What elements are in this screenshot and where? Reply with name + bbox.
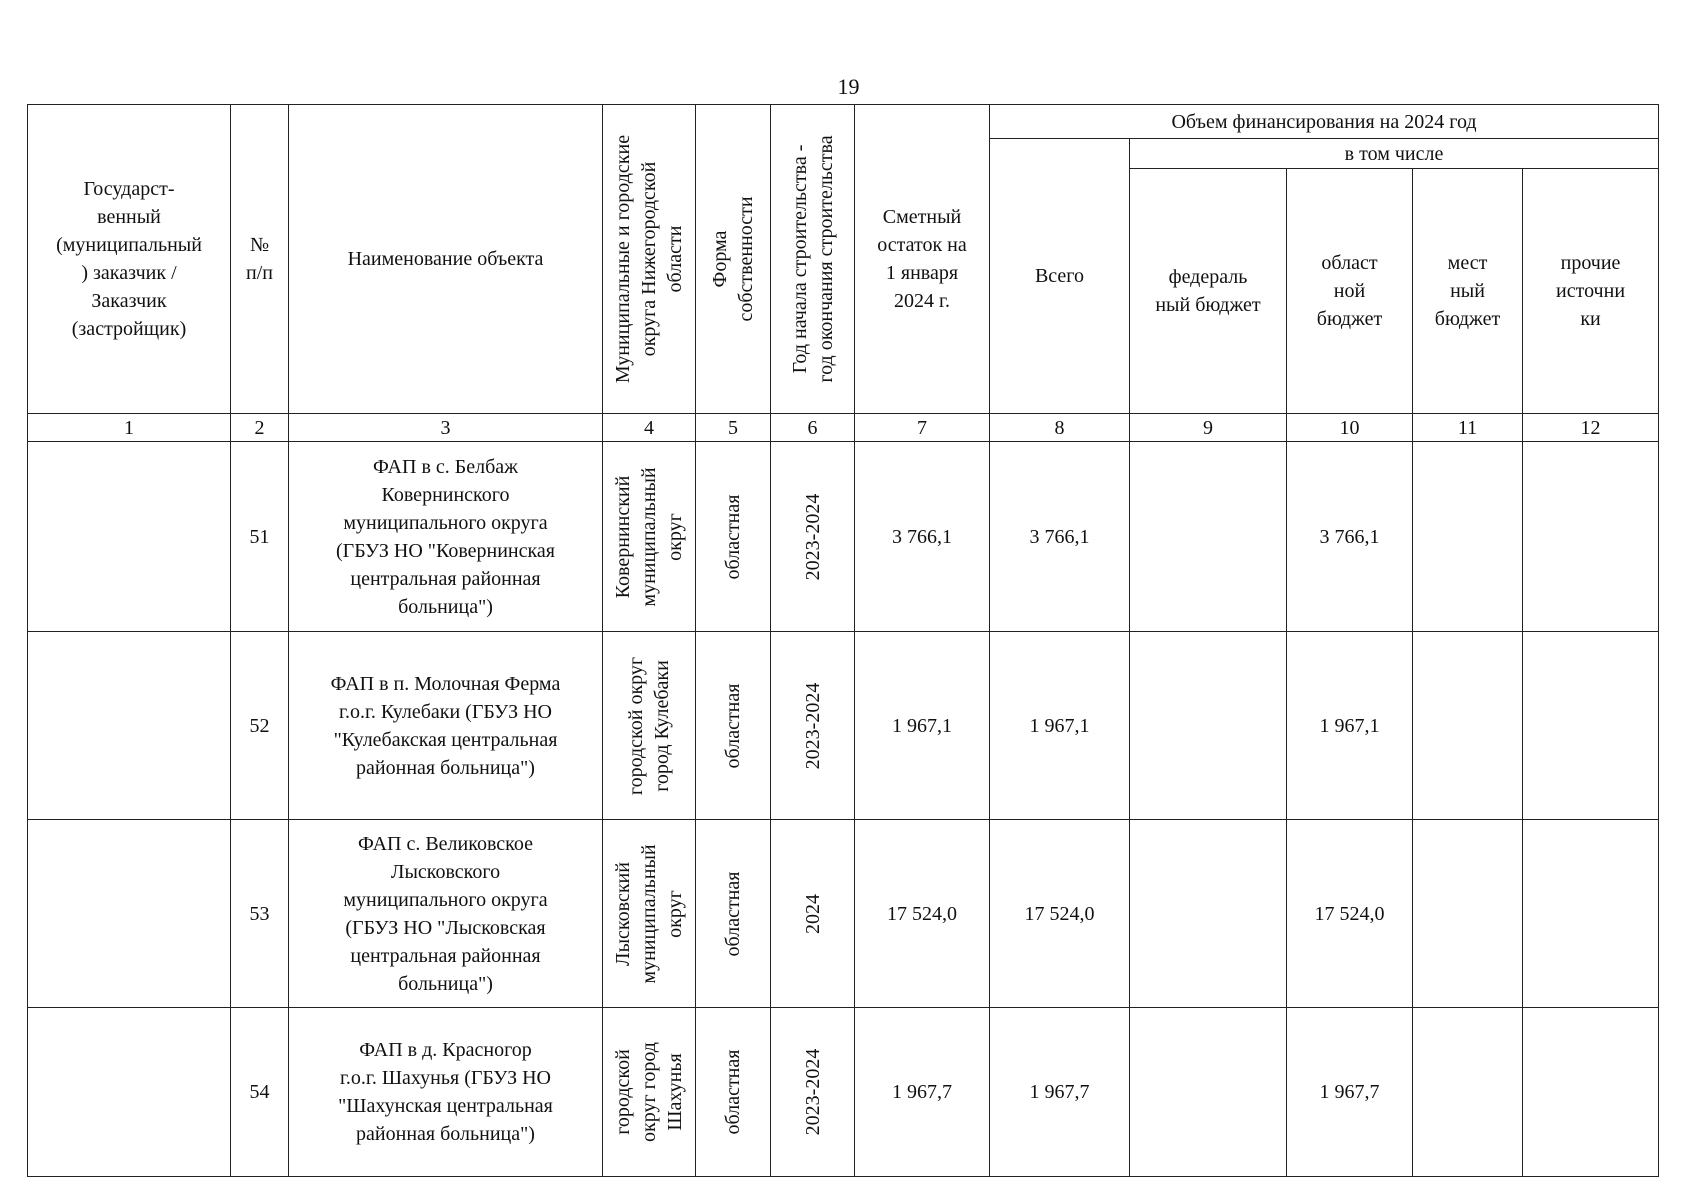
table-row: [28, 632, 1659, 820]
header-years: Год начала строительства - год окончания строительства: [771, 105, 855, 414]
federal-cell: [1130, 442, 1287, 632]
header-local: мест ный бюджет: [1413, 169, 1523, 414]
column-number: 9: [1130, 414, 1287, 442]
local-cell: [1413, 1008, 1523, 1177]
object-name: ФАП с. Великовское Лысковского муниципального округа (ГБУЗ НО "Лысковская центральная районная больница"): [289, 820, 603, 1008]
column-number: 3: [289, 414, 603, 442]
total-cell: 1 967,7: [990, 1008, 1130, 1177]
header-district: Муниципальные и городские округа Нижегородской области: [603, 105, 696, 414]
column-number: 10: [1287, 414, 1413, 442]
federal-cell: [1130, 820, 1287, 1008]
regional-cell: 1 967,1: [1287, 632, 1413, 820]
local-cell: [1413, 632, 1523, 820]
other-cell: [1523, 1008, 1659, 1177]
local-cell: [1413, 442, 1523, 632]
header-number: № п/п: [231, 105, 289, 414]
object-name: ФАП в д. Красногор г.о.г. Шахунья (ГБУЗ НО "Шахунская центральная районная больница"): [289, 1008, 603, 1177]
header-including: в том числе: [1130, 139, 1659, 169]
header-federal: федераль ный бюджет: [1130, 169, 1287, 414]
district-cell: Лысковский муниципальный округ: [603, 820, 696, 1008]
table-row: [28, 1008, 1659, 1177]
ownership-cell: областная: [696, 442, 771, 632]
federal-cell: [1130, 1008, 1287, 1177]
remaining-cell: 1 967,7: [855, 1008, 990, 1177]
column-number: 7: [855, 414, 990, 442]
column-number: 4: [603, 414, 696, 442]
page-number: 19: [837, 74, 860, 99]
district-cell: городской округ город Шахунья: [603, 1008, 696, 1177]
column-number: 6: [771, 414, 855, 442]
ownership-cell: областная: [696, 632, 771, 820]
years-cell: 2023-2024: [771, 1008, 855, 1177]
row-number: 53: [231, 820, 289, 1008]
column-number: 1: [28, 414, 231, 442]
header-customer: Государст- венный (муниципальный ) заказчик / Заказчик (застройщик): [28, 105, 231, 414]
remaining-cell: 17 524,0: [855, 820, 990, 1008]
years-cell: 2023-2024: [771, 442, 855, 632]
district-cell: Ковернинский муниципальный округ: [603, 442, 696, 632]
row-number: 54: [231, 1008, 289, 1177]
total-cell: 17 524,0: [990, 820, 1130, 1008]
table-row: [28, 442, 1659, 632]
regional-cell: 1 967,7: [1287, 1008, 1413, 1177]
customer-cell: [28, 1008, 231, 1177]
object-name: ФАП в с. Белбаж Ковернинского муниципального округа (ГБУЗ НО "Ковернинская центральная районная больница"): [289, 442, 603, 632]
column-number: 8: [990, 414, 1130, 442]
header-financing-group: Объем финансирования на 2024 год: [990, 105, 1659, 139]
total-cell: 1 967,1: [990, 632, 1130, 820]
remaining-cell: 3 766,1: [855, 442, 990, 632]
header-object-name: Наименование объекта: [289, 105, 603, 414]
regional-cell: 3 766,1: [1287, 442, 1413, 632]
ownership-cell: областная: [696, 1008, 771, 1177]
regional-cell: 17 524,0: [1287, 820, 1413, 1008]
column-number: 2: [231, 414, 289, 442]
financing-table: [27, 104, 1659, 1177]
other-cell: [1523, 442, 1659, 632]
years-cell: 2024: [771, 820, 855, 1008]
customer-cell: [28, 820, 231, 1008]
column-numbers-row: [28, 414, 1659, 442]
local-cell: [1413, 820, 1523, 1008]
ownership-cell: областная: [696, 820, 771, 1008]
total-cell: 3 766,1: [990, 442, 1130, 632]
customer-cell: [28, 442, 231, 632]
row-number: 52: [231, 632, 289, 820]
years-cell: 2023-2024: [771, 632, 855, 820]
table-row: [28, 820, 1659, 1008]
column-number: 11: [1413, 414, 1523, 442]
district-cell: городской округ город Кулебаки: [603, 632, 696, 820]
column-number: 12: [1523, 414, 1659, 442]
object-name: ФАП в п. Молочная Ферма г.о.г. Кулебаки (ГБУЗ НО "Кулебакская центральная районная больница"): [289, 632, 603, 820]
header-total: Всего: [990, 139, 1130, 414]
other-cell: [1523, 820, 1659, 1008]
customer-cell: [28, 632, 231, 820]
header-remaining-estimate: Сметный остаток на 1 января 2024 г.: [855, 105, 990, 414]
header-other: прочие источни ки: [1523, 169, 1659, 414]
column-number: 5: [696, 414, 771, 442]
other-cell: [1523, 632, 1659, 820]
header-ownership: Форма собственности: [696, 105, 771, 414]
row-number: 51: [231, 442, 289, 632]
federal-cell: [1130, 632, 1287, 820]
header-regional: област ной бюджет: [1287, 169, 1413, 414]
remaining-cell: 1 967,1: [855, 632, 990, 820]
header-row-1: [28, 105, 1659, 139]
